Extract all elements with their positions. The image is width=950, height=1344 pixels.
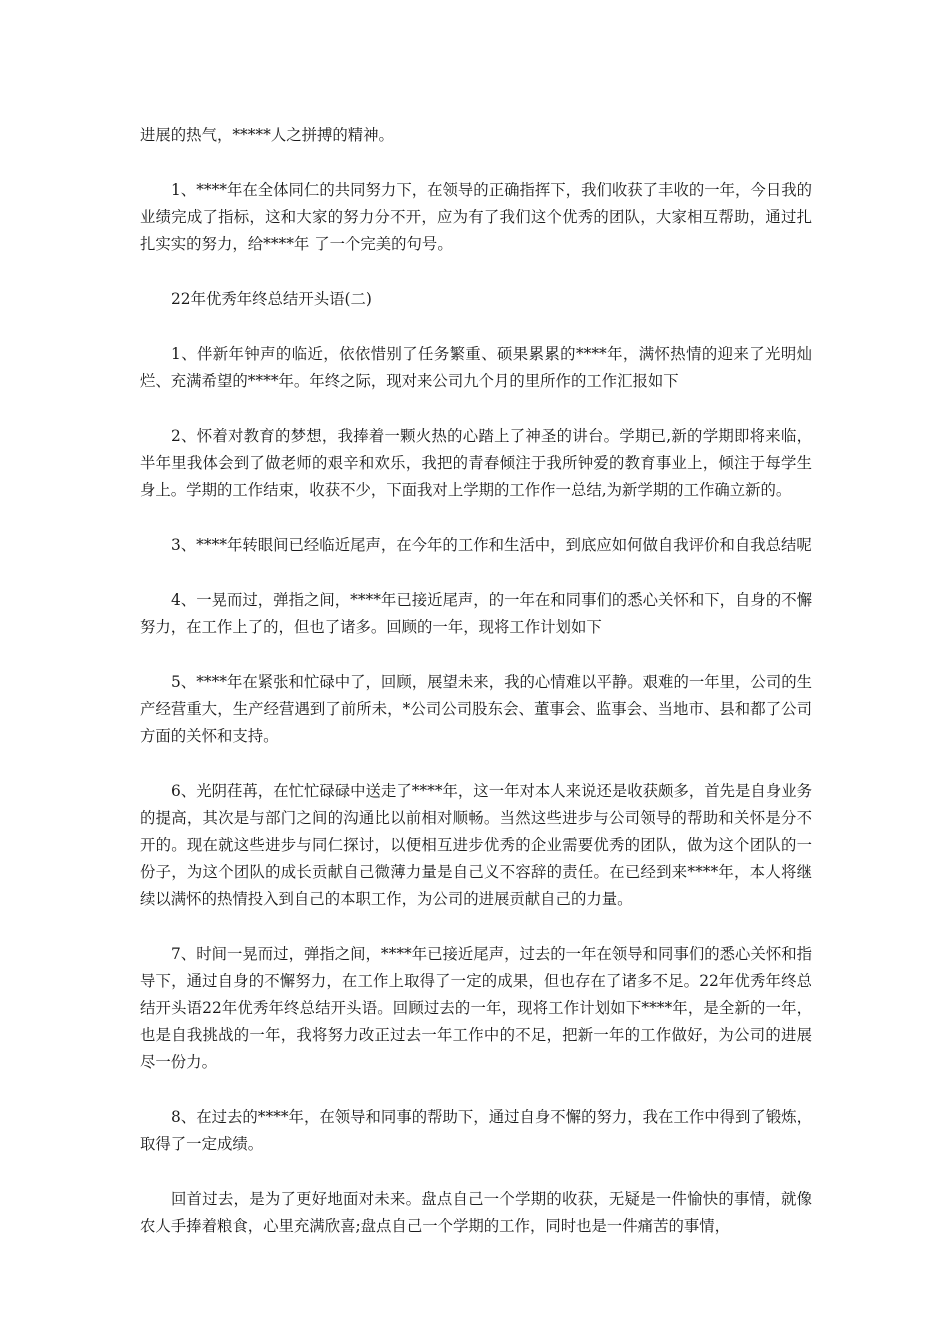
paragraph-item-5: 5、****年在紧张和忙碌中了，回顾，展望未来，我的心情难以平静。艰难的一年里，公司的生产经营重大，生产经营遇到了前所未，*公司公司股东会、董事会、监事会、当地市、县和都了公司方面的关怀和支持。	[140, 673, 812, 745]
paragraph-item-8: 8、在过去的****年，在领导和同事的帮助下，通过自身不懈的努力，我在工作中得到了锻炼，取得了一定成绩。	[140, 1108, 812, 1153]
paragraph-item-6: 6、光阴荏苒，在忙忙碌碌中送走了****年，这一年对本人来说还是收获颇多，首先是自身业务的提高，其次是与部门之间的沟通比以前相对顺畅。当然这些进步与公司领导的帮助和关怀是分不开的。现在就这些进步与同仁探讨，以便相互进步优秀的企业需要优秀的团队，做为这个团队的一份子，为这个团队的成长贡献自己微薄力量是自己义不容辞的责任。在已经到来****年，本人将继续以满怀的热情投入到自己的本职工作，为公司的进展贡献自己的力量。	[140, 782, 812, 908]
section-heading: 22年优秀年终总结开头语(二)	[171, 290, 372, 308]
paragraph-item-7: 7、时间一晃而过，弹指之间，****年已接近尾声，过去的一年在领导和同事们的悉心关怀和指导下，通过自身的不懈努力，在工作上取得了一定的成果，但也存在了诸多不足。22年优秀年终总结开头语22年优秀年终总结开头语。回顾过去的一年，现将工作计划如下****年，是全新的一年，也是自我挑战的一年，我将努力改正过去一年工作中的不足，把新一年的工作做好，为公司的进展尽一份力。	[140, 945, 812, 1071]
paragraph-item-2: 2、怀着对教育的梦想，我捧着一颗火热的心踏上了神圣的讲台。学期已,新的学期即将来临，半年里我体会到了做老师的艰辛和欢乐，我把的青春倾注于我所钟爱的教育事业上，倾注于每学生身上。学期的工作结束，收获不少，下面我对上学期的工作作一总结,为新学期的工作确立新的。	[140, 427, 812, 499]
paragraph-item-4: 4、一晃而过，弹指之间，****年已接近尾声，的一年在和同事们的悉心关怀和下，自身的不懈努力，在工作上了的，但也了诸多。回顾的一年，现将工作计划如下	[140, 591, 812, 636]
paragraph-item-1b: 1、伴新年钟声的临近，依依惜别了任务繁重、硕果累累的****年，满怀热情的迎来了光明灿烂、充满希望的****年。年终之际，现对来公司九个月的里所作的工作汇报如下	[140, 345, 812, 390]
paragraph-closing: 回首过去，是为了更好地面对未来。盘点自己一个学期的收获，无疑是一件愉快的事情，就像农人手捧着粮食，心里充满欣喜;盘点自己一个学期的工作，同时也是一件痛苦的事情，	[140, 1190, 812, 1235]
paragraph-item-1: 1、****年在全体同仁的共同努力下，在领导的正确指挥下，我们收获了丰收的一年，今日我的业绩完成了指标，这和大家的努力分不开，应为有了我们这个优秀的团队，大家相互帮助，通过扎扎实实的努力，给****年 了一个完美的句号。	[140, 181, 812, 253]
paragraph-item-3: 3、****年转眼间已经临近尾声，在今年的工作和生活中，到底应如何做自我评价和自我总结呢	[171, 536, 812, 554]
paragraph-intro-continuation: 进展的热气，*****人之拼搏的精神。	[140, 126, 394, 144]
document-body	[140, 122, 812, 1268]
